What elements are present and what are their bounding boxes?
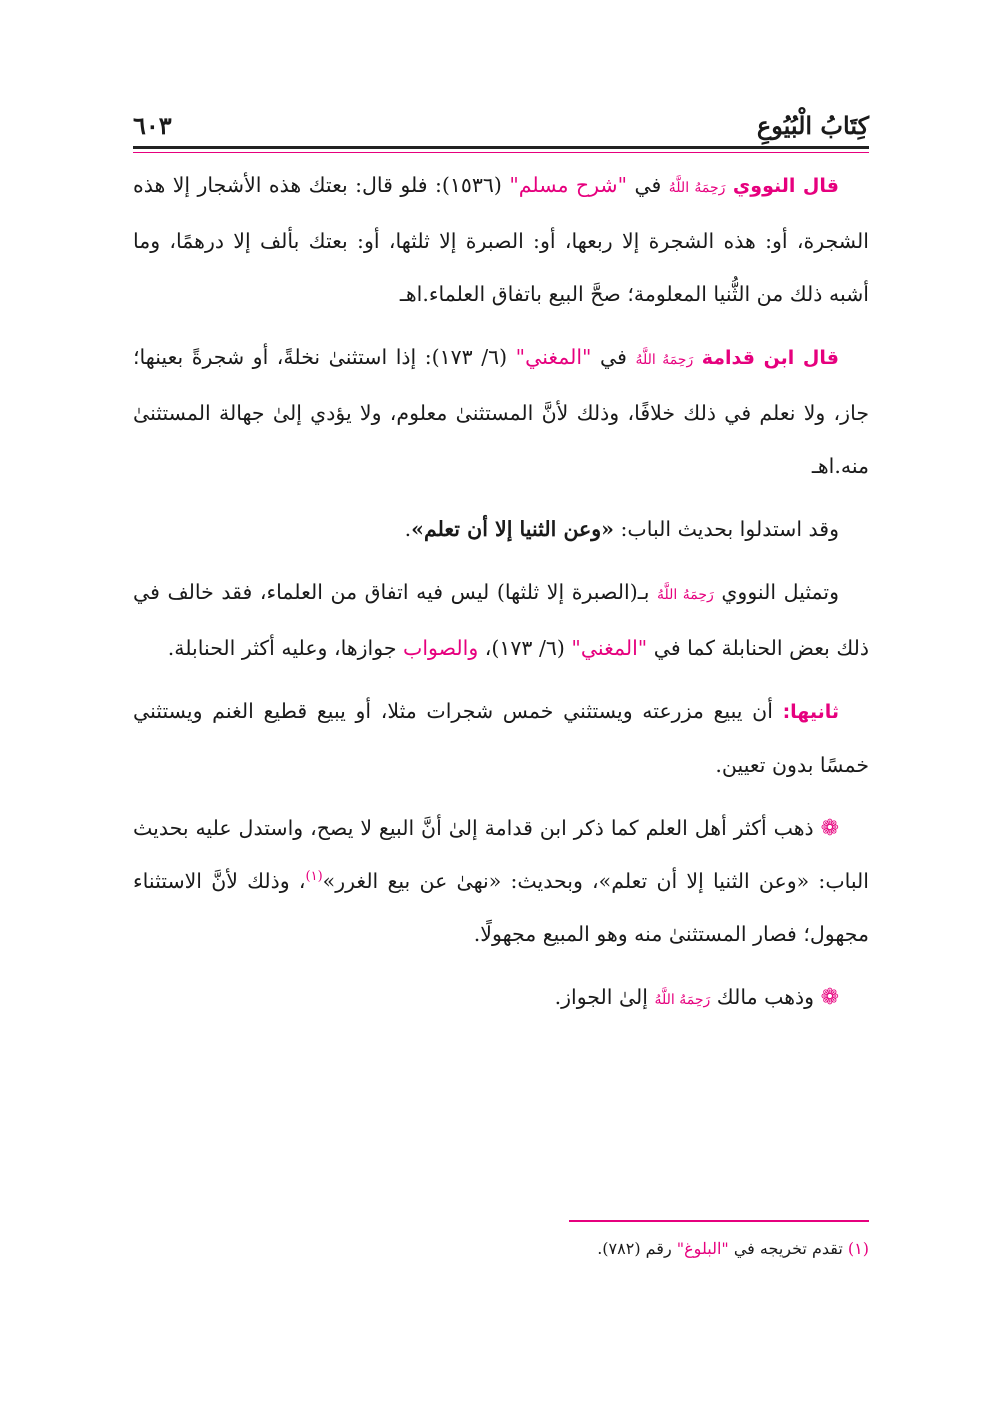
honorific: رَحِمَهُ اللَّهُ [656,587,714,603]
book-title: كِتَابُ الْبُيُوعِ [756,111,869,140]
source-title: "المغني" [515,345,592,369]
hadith-quote: «وعن الثنيا إلا أن تعلم» [411,517,614,541]
footnote: (١) تقدم تخريجه في "البلوغ" رقم (٧٨٢). [597,1239,869,1258]
honorific: رَحِمَهُ اللَّهُ [668,180,726,196]
flower-ornament-icon: ❁ [820,816,839,841]
paragraph-second-case: ثانيها: أن يبيع مزرعته ويستثني خمس شجرات مثلا، أو يبيع قطيع الغنم ويستثني خمسًا بدون تعيين. [133,699,869,777]
paragraph-ibn-qudama-quote: قال ابن قدامة رَحِمَهُ اللَّهُ في "المغني" (٦/ ١٧٣): إذا استثنىٰ نخلةً، أو شجرةً بعينها؛ جاز، ولا نعلم في ذلك خلافًا، وذلك لأنَّ المستثنىٰ معلوم، ولا يؤدي إلىٰ جهالة المستثنىٰ منه.اهـ [133,345,869,478]
paragraph-nawawi-quote: قال النووي رَحِمَهُ اللَّهُ في "شرح مسلم" (١٥٣٦): فلو قال: بعتك هذه الأشجار إلا هذه الشجرة، أو: هذه الشجرة إلا ربعها، أو: الصبرة إلا ثلثها، أو: بعتك بألف إلا درهمًا، وما أشبه ذلك من الثُّنيا المعلومة؛ صحَّ البيع باتفاق العلماء.اهـ [133,173,869,306]
page-number: ٦٠٣ [133,111,172,140]
hadith-quote: «وعن الثنيا إلا أن تعلم» [598,869,810,893]
book-page [133,100,869,1258]
scholar-name: قال النووي [732,175,839,197]
paragraph-malik-opinion: ❁ وذهب مالك رَحِمَهُ اللَّهُ إلىٰ الجواز. [554,985,839,1010]
header-rule-thick [133,146,869,149]
page-header [133,100,869,140]
footnote-ref[interactable]: (١) [305,869,323,885]
footnote-divider [569,1220,869,1222]
footnote-number: (١) [847,1239,869,1258]
highlight-word: والصواب [403,636,479,660]
scholar-name: قال ابن قدامة [701,347,839,369]
source-title: "المغني" [571,636,648,660]
flower-ornament-icon: ❁ [820,985,839,1010]
honorific: رَحِمَهُ اللَّهُ [635,352,694,368]
source-title: "البلوغ" [676,1239,729,1258]
honorific: رَحِمَهُ اللَّهُ [654,992,711,1008]
paragraph-discussion: وتمثيل النووي رَحِمَهُ اللَّهُ بـ(الصبرة إلا ثلثها) ليس فيه اتفاق من العلماء، فقد خالف في ذلك بعض الحنابلة كما في "المغني" (٦/ ١٧٣)، والصواب جوازها، وعليه أكثر الحنابلة. [133,580,869,660]
section-label: ثانيها: [782,701,839,723]
paragraph-evidence: وقد استدلوا بحديث الباب: «وعن الثنيا إلا أن تعلم». [404,517,839,541]
header-rule-thin [133,152,869,153]
paragraph-majority-opinion: ❁ ذهب أكثر أهل العلم كما ذكر ابن قدامة إلىٰ أنَّ البيع لا يصح، واستدل عليه بحديث الباب: «وعن الثنيا إلا أن تعلم»، وبحديث: «نهىٰ عن بيع الغرر»$^{(١)}$، وذلك لأنَّ الاستثناء مجهول؛ فصار المستثنىٰ منه وهو المبيع مجهولًا. [133,816,869,946]
source-title: "شرح مسلم" [509,173,628,197]
hadith-quote: «نهىٰ عن بيع الغرر» [322,869,502,893]
